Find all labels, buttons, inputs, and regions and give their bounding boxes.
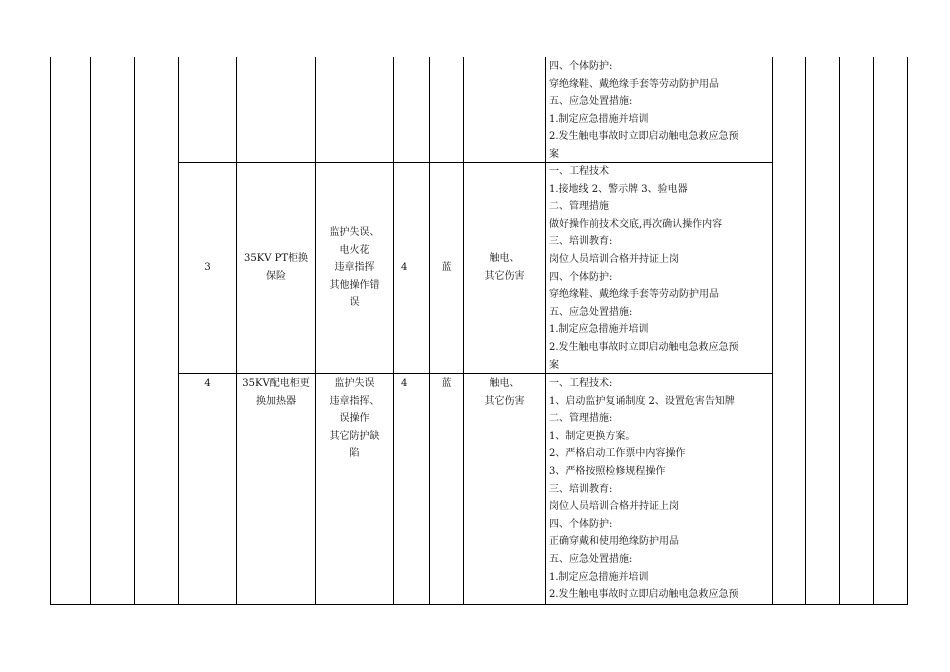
risk-line: 监护失误、 (329, 227, 380, 238)
measure-line: 一、工程技术: (549, 378, 613, 389)
column-divider (393, 57, 394, 605)
column-divider (772, 57, 773, 605)
measure-line: 五、应急处置措施: (549, 306, 633, 318)
measure-line: 四、个体防护: (549, 271, 613, 283)
measure-line: 一、工程技术 (549, 166, 609, 177)
measure-line: 穿绝缘鞋、戴绝缘手套等劳动防护用品 (549, 78, 719, 90)
measure-line: 岗位人员培训合格并持证上岗 (549, 501, 679, 513)
column-divider (90, 57, 91, 605)
measure-line: 四、个体防护: (549, 518, 613, 530)
risk-line: 违章指挥、 (329, 395, 380, 407)
harm-types (464, 250, 545, 285)
risk-line: 误操作 (339, 413, 370, 425)
harm-line: 触电、 (489, 253, 520, 264)
risk-line: 误 (349, 297, 360, 309)
column-divider (315, 57, 316, 605)
measure-line: 正确穿戴和使用绝缘防护用品 (549, 536, 679, 548)
task-name: 35KV PT柜换保险 (244, 253, 308, 282)
measures-cell (549, 58, 739, 164)
measure-line: 二、管理措施 (549, 201, 609, 213)
harm-line: 触电、 (489, 378, 520, 389)
measure-line: 二、管理措施: (549, 413, 613, 425)
measure-line: 三、培训教育: (549, 483, 613, 495)
measure-line: 1.制定应急措施并培训 (549, 113, 649, 125)
row-number: 4 (204, 378, 211, 389)
harm-types (464, 375, 545, 410)
harm-line: 其它伤害 (484, 270, 525, 282)
measure-line: 1.接地线 2、警示牌 3、验电器 (549, 183, 688, 195)
risk-factors (316, 375, 393, 463)
measure-line: 2、严格启动工作票中内容操作 (549, 448, 686, 460)
task-name: 35KV配电柜更换加热器 (242, 378, 310, 407)
risk-line: 其它防护缺 (329, 430, 380, 442)
measure-line: 做好操作前技术交底,再次确认操作内容 (549, 218, 723, 230)
measure-line: 穿绝缘鞋、戴绝缘手套等劳动防护用品 (549, 289, 719, 301)
column-divider (805, 57, 806, 605)
risk-color: 蓝 (441, 262, 452, 273)
measure-line: 案 (549, 359, 559, 371)
measure-line: 五、应急处置措施: (549, 553, 633, 565)
column-divider (463, 57, 464, 605)
measure-line: 1、启动监护复诵制度 2、设置危害告知牌 (549, 395, 735, 407)
measure-line: 1、制定更换方案。 (549, 430, 636, 442)
table-border-left (50, 57, 51, 605)
risk-line: 电火花 (339, 244, 370, 256)
risk-level: 4 (401, 378, 408, 389)
measure-line: 岗位人员培训合格并持证上岗 (549, 253, 679, 265)
measures-cell (549, 163, 739, 374)
column-divider (236, 57, 237, 605)
risk-factors (316, 224, 393, 312)
risk-line: 陷 (349, 448, 360, 460)
risk-line: 监护失误 (334, 378, 375, 389)
measure-line: 1.制定应急措施并培训 (549, 324, 649, 336)
measure-line: 四、个体防护: (549, 61, 613, 72)
measure-line: 2.发生触电事故时立即启动触电急救应急预 (549, 589, 739, 601)
risk-line: 违章指挥 (334, 262, 375, 274)
measure-line: 案 (549, 148, 559, 160)
row-number: 3 (204, 262, 211, 273)
column-divider (134, 57, 135, 605)
table-border-bottom (50, 604, 908, 605)
column-divider (873, 57, 874, 605)
column-divider (429, 57, 430, 605)
measure-line: 五、应急处置措施: (549, 96, 633, 108)
measure-line: 3、严格按照检修规程操作 (549, 465, 666, 477)
harm-line: 其它伤害 (484, 395, 525, 407)
table-border-right (907, 57, 908, 605)
measure-line: 2.发生触电事故时立即启动触电急救应急预 (549, 341, 739, 353)
risk-level: 4 (401, 262, 408, 273)
column-divider (545, 57, 546, 605)
measure-line: 2.发生触电事故时立即启动触电急救应急预 (549, 131, 739, 143)
measures-cell (549, 375, 739, 604)
risk-line: 其他操作错 (329, 279, 380, 291)
column-divider (839, 57, 840, 605)
measure-line: 1.制定应急措施并培训 (549, 571, 649, 583)
column-divider (178, 57, 179, 605)
measure-line: 三、培训教育: (549, 236, 613, 248)
risk-color: 蓝 (441, 378, 452, 389)
